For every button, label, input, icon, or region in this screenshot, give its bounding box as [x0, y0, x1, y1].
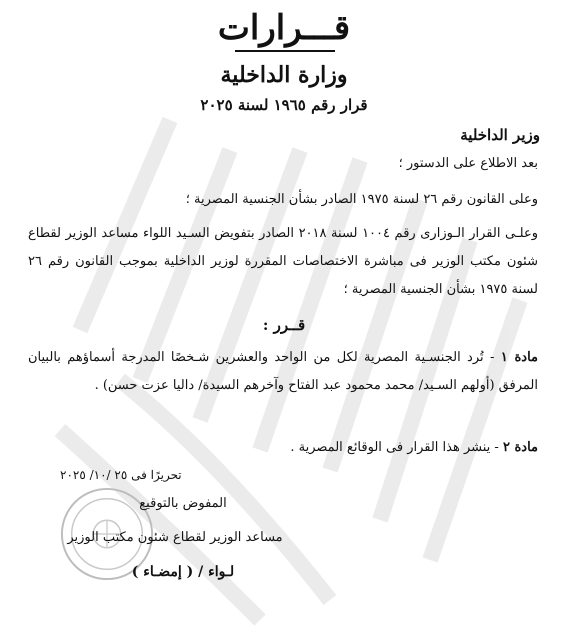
- preamble-line-1: بعد الاطلاع على الدستور ؛: [398, 156, 538, 171]
- preamble-line-3: وعلـى القرار الـوزارى رقم ١٠٠٤ لسنة ٢٠١٨ الصادر بتفويض السـيد اللواء مساعد الوزير لقطاع شئون مكتب الوزير فى مباشرة الاختصاصات المقررة لوزير الداخلية بموجب القانون رقم ٢٦ لسنة ١٩٧٥ بشأن الجنسية المصرية ؛: [28, 226, 538, 297]
- article-1-text: - تُرد الجنسـية المصرية لكل من الواحد والعشرين شـخصًا المدرجة أسماؤهم بالبيان المرفق (أولهم السـيد/ محمد محمود عبد الفتاح وآخرهم السيدة/ داليا عزت حسن) .: [28, 350, 538, 393]
- signature-authority: المفوض بالتوقيع: [139, 496, 227, 511]
- decree-number: قرار رقم ١٩٦٥ لسنة ٢٠٢٥: [200, 96, 368, 114]
- ministry-name: وزارة الداخلية: [220, 62, 348, 88]
- section-title: قـــرارات: [217, 8, 351, 48]
- addressee: وزير الداخلية: [460, 126, 540, 144]
- article-2-label: مادة ٢: [502, 440, 538, 455]
- article-1-label: مادة ١: [500, 350, 538, 365]
- article-2: [28, 434, 538, 462]
- signature-name: لـواء / ( إمضـاء ): [131, 564, 235, 580]
- signature-title: مساعد الوزير لقطاع شئون مكتب الوزير: [67, 530, 283, 545]
- article-2-text: - ينشر هذا القرار فى الوقائع المصرية .: [290, 440, 503, 455]
- decides-heading: قــرر :: [262, 316, 306, 334]
- title-underline: [235, 50, 335, 52]
- date-line: تحريرًا فى ٢٥ /١٠/ ٢٠٢٥: [60, 468, 182, 482]
- article-1: [28, 344, 538, 400]
- preamble-line-2: وعلى القانون رقم ٢٦ لسنة ١٩٧٥ الصادر بشأن الجنسية المصرية ؛: [185, 192, 538, 207]
